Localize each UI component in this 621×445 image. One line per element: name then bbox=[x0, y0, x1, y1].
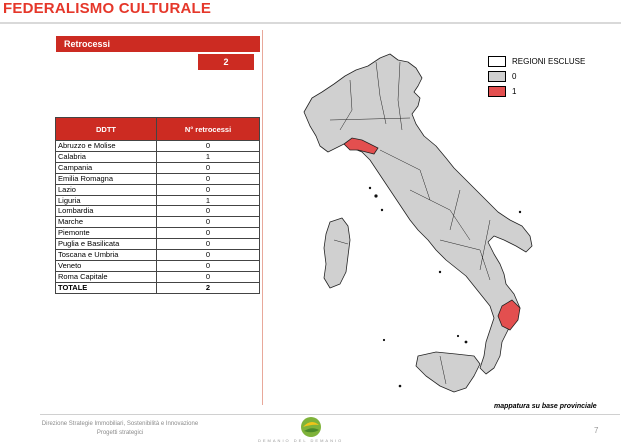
footer-divider bbox=[40, 414, 620, 415]
table-row bbox=[56, 228, 260, 239]
italy-mainland bbox=[304, 54, 532, 374]
total-value: 2 bbox=[157, 282, 260, 293]
row-name: Liguria bbox=[56, 195, 157, 206]
row-value: 0 bbox=[157, 184, 260, 195]
row-name: Abruzzo e Molise bbox=[56, 141, 157, 152]
column-header-ddtt: DDTT bbox=[56, 118, 157, 141]
row-value: 1 bbox=[157, 151, 260, 162]
footer-org-line1: Direzione Strategie Immobiliari, Sostenibilità e Innovazione bbox=[41, 421, 199, 427]
page-number: 7 bbox=[594, 426, 599, 435]
legend-label: REGIONI ESCLUSE bbox=[512, 57, 586, 66]
agency-logo bbox=[300, 416, 322, 438]
table-row bbox=[56, 184, 260, 195]
row-name: Piemonte bbox=[56, 228, 157, 239]
row-name: Veneto bbox=[56, 260, 157, 271]
row-name: Calabria bbox=[56, 151, 157, 162]
table-row bbox=[56, 151, 260, 162]
row-value: 0 bbox=[157, 141, 260, 152]
row-value: 0 bbox=[157, 173, 260, 184]
table-row bbox=[56, 250, 260, 261]
section-header: Retrocessi bbox=[56, 36, 260, 52]
column-header-retrocessi: N° retrocessi bbox=[157, 118, 260, 141]
sardinia bbox=[324, 218, 350, 288]
page-title: FEDERALISMO CULTURALE bbox=[3, 0, 212, 17]
table-row bbox=[56, 195, 260, 206]
footer-org-line2: Progetti strategici bbox=[96, 430, 144, 436]
total-retrocessi-badge: 2 bbox=[198, 54, 254, 70]
vertical-divider bbox=[262, 30, 263, 405]
row-value: 0 bbox=[157, 228, 260, 239]
table-row bbox=[56, 260, 260, 271]
sicily bbox=[416, 352, 480, 392]
italy-province-map bbox=[290, 40, 540, 400]
row-name: Campania bbox=[56, 162, 157, 173]
table-row bbox=[56, 162, 260, 173]
row-name: Lombardia bbox=[56, 206, 157, 217]
ddtt-table bbox=[55, 117, 260, 294]
row-name: Emilia Romagna bbox=[56, 173, 157, 184]
row-value: 0 bbox=[157, 271, 260, 282]
table-row bbox=[56, 173, 260, 184]
row-value: 0 bbox=[157, 162, 260, 173]
row-value: 0 bbox=[157, 250, 260, 261]
logo-caption: DEMANIO DEL DEMANIO bbox=[258, 438, 344, 443]
title-divider bbox=[0, 22, 621, 24]
row-value: 0 bbox=[157, 206, 260, 217]
table-total-row bbox=[56, 282, 260, 293]
row-name: Lazio bbox=[56, 184, 157, 195]
row-value: 0 bbox=[157, 260, 260, 271]
row-name: Roma Capitale bbox=[56, 271, 157, 282]
row-name: Toscana e Umbria bbox=[56, 250, 157, 261]
row-name: Puglia e Basilicata bbox=[56, 239, 157, 250]
legend-label: 0 bbox=[512, 72, 517, 81]
table-row bbox=[56, 239, 260, 250]
row-value: 1 bbox=[157, 195, 260, 206]
map-note: mappatura su base provinciale bbox=[494, 403, 597, 410]
row-value: 0 bbox=[157, 217, 260, 228]
legend-label: 1 bbox=[512, 87, 517, 96]
total-label: TOTALE bbox=[56, 282, 157, 293]
row-name: Marche bbox=[56, 217, 157, 228]
footer-org bbox=[20, 420, 220, 438]
table-row bbox=[56, 206, 260, 217]
table-row bbox=[56, 217, 260, 228]
table-row bbox=[56, 271, 260, 282]
row-value: 0 bbox=[157, 239, 260, 250]
table-row bbox=[56, 141, 260, 152]
